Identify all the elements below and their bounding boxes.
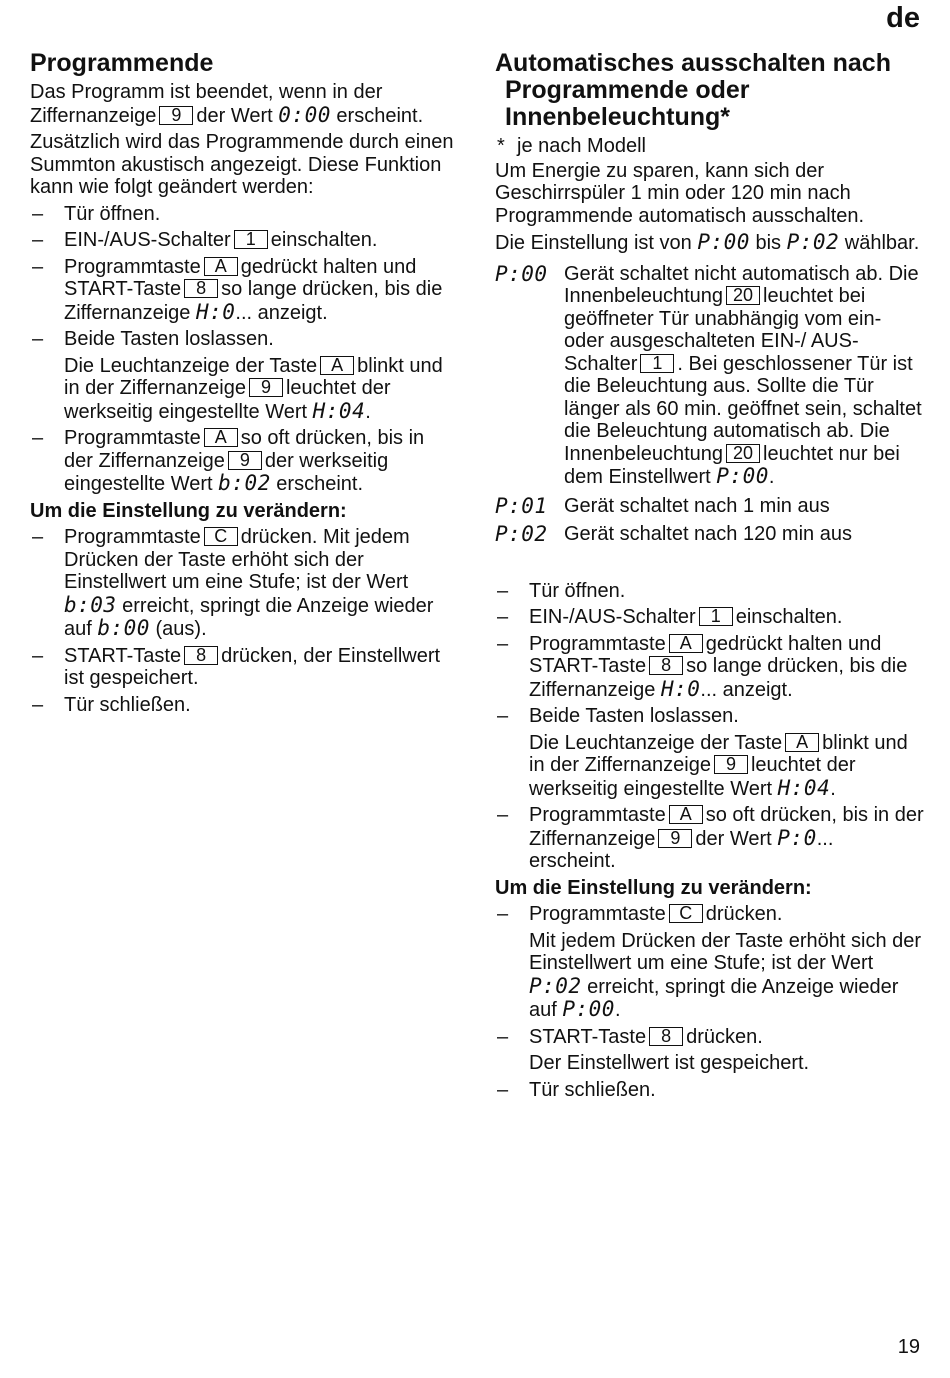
- display-value: P:02: [786, 230, 840, 254]
- list-item: – Beide Tasten loslassen. Die Leuchtanzeige der Taste A blinkt und in der Ziffernanzeige 9 leuchtet der werkseitig eingestellte Wert H:04.: [32, 328, 443, 423]
- key-label: 1: [699, 607, 733, 626]
- key-label: 9: [658, 829, 692, 848]
- key-label: C: [669, 904, 703, 923]
- key-label: 20: [726, 286, 760, 305]
- display-value: H:04: [777, 775, 831, 800]
- list-item: – Tür öffnen.: [32, 202, 161, 225]
- key-label: 8: [649, 656, 683, 675]
- key-label: A: [669, 805, 703, 824]
- key-label: 9: [714, 755, 748, 774]
- option-code: P:01: [495, 493, 548, 518]
- step-list: [30, 203, 455, 496]
- option-list: [495, 263, 925, 546]
- paragraph: Das Programm ist beendet, wenn in der Ziffernanzeige 9 der Wert 0:00 erscheint.: [30, 81, 424, 127]
- option-code: P:00: [495, 261, 548, 286]
- display-value: P:0: [777, 825, 817, 850]
- option-item: P:02 Gerät schaltet nach 120 min aus: [495, 522, 852, 546]
- step-list: [495, 580, 925, 873]
- key-label: 8: [649, 1027, 683, 1046]
- change-list: [495, 903, 925, 1101]
- right-column: [495, 50, 925, 1105]
- list-item: – START-Taste 8 drücken. Der Einstellwert ist gespeichert.: [497, 1025, 810, 1074]
- list-item: – Programmtaste C drücken. Mit jedem Drücken der Taste erhöht sich der Einstellwert um eine Stufe; ist der Wert P:02 erreicht, springt die Anzeige wieder auf P:00.: [497, 903, 922, 1021]
- key-label: 8: [184, 646, 218, 665]
- paragraph: Die Einstellung ist von P:00 bis P:02 wählbar.: [495, 230, 920, 254]
- key-label: 20: [726, 444, 760, 463]
- display-value: P:00: [716, 464, 769, 488]
- subheading: Um die Einstellung zu verändern:: [495, 876, 812, 899]
- paragraph: Um Energie zu sparen, kann sich der Geschirrspüler 1 min oder 120 min nach Programmende automatisch ausschalten.: [495, 159, 865, 227]
- list-item: – EIN-/AUS-Schalter 1 einschalten.: [497, 606, 843, 628]
- list-item: – Programmtaste C drücken. Mit jedem Drücken der Taste erhöht sich der Einstellwert um eine Stufe; ist der Wert b:03 erreicht, springt die Anzeige wieder auf b:00 (aus).: [32, 526, 434, 640]
- display-value: P:00: [562, 997, 615, 1021]
- list-item: – EIN-/AUS-Schalter 1 einschalten.: [32, 229, 378, 251]
- section-heading-programmende: Programmende: [30, 49, 214, 77]
- footnote: * je nach Modell: [497, 135, 646, 157]
- language-tag: de: [886, 2, 920, 34]
- display-value: b:03: [64, 592, 117, 617]
- change-list: [30, 526, 455, 716]
- display-value: H:0: [195, 299, 236, 324]
- key-label: A: [204, 257, 238, 276]
- option-item: P:01 Gerät schaltet nach 1 min aus: [495, 493, 830, 518]
- option-item: P:00 Gerät schaltet nicht automatisch ab. Die Innenbeleuchtung 20 leuchtet bei geöffneter Tür unabhängig vom ein- oder ausgeschalteten EIN-/ AUS-Schalter 1 . Bei geschlossener Tür ist die Beleuchtung aus. Sollte die Tür länger als 60 min. geöffnet sein, schaltet die Beleuchtung automatisch ab. Die Innenbeleuchtung 20 leuchtet nur bei dem Einstellwert P:00.: [495, 261, 922, 488]
- display-value: b:00: [97, 616, 150, 640]
- key-label: 9: [228, 451, 262, 470]
- option-code: P:02: [495, 522, 548, 546]
- list-item: – Programmtaste A gedrückt halten und START-Taste 8 so lange drücken, bis die Ziffernanzeige H:0... anzeigt.: [32, 255, 443, 324]
- key-label: 9: [249, 378, 283, 397]
- key-label: 1: [640, 354, 674, 373]
- list-item: – START-Taste 8 drücken, der Einstellwert ist gespeichert.: [32, 644, 441, 689]
- display-value: H:04: [312, 398, 366, 423]
- list-item: – Programmtaste A so oft drücken, bis in der Ziffernanzeige 9 der werkseitig eingestellte Wert b:02 erscheint.: [32, 427, 425, 495]
- list-item: – Tür schließen.: [32, 693, 191, 716]
- display-value: P:02: [529, 973, 582, 998]
- key-label: A: [669, 634, 703, 653]
- key-label: A: [785, 733, 819, 752]
- paragraph: Zusätzlich wird das Programmende durch einen Summton akustisch angezeigt. Diese Funktion kann wie folgt geändert werden:: [30, 131, 454, 198]
- left-column: [30, 50, 455, 720]
- key-label: 8: [184, 279, 218, 298]
- list-item: – Beide Tasten loslassen. Die Leuchtanzeige der Taste A blinkt und in der Ziffernanzeige 9 leuchtet der werkseitig eingestellte Wert H:04.: [497, 705, 908, 800]
- key-label: C: [204, 527, 238, 546]
- list-item: – Programmtaste A so oft drücken, bis in der Ziffernanzeige 9 der Wert P:0... erscheint.: [497, 804, 924, 872]
- key-label: 1: [234, 230, 268, 249]
- section-heading-auto-off: Automatisches ausschalten nach Programmende oder Innenbeleuchtung*: [495, 49, 891, 131]
- key-label: 9: [159, 106, 193, 125]
- list-item: – Tür schließen.: [497, 1078, 656, 1101]
- display-value: b:02: [218, 471, 271, 495]
- subheading: Um die Einstellung zu verändern:: [30, 499, 347, 522]
- key-label: A: [204, 428, 238, 447]
- display-value: P:00: [697, 230, 750, 254]
- display-value: H:0: [660, 676, 701, 701]
- key-label: A: [320, 356, 354, 375]
- list-item: – Tür öffnen.: [497, 579, 626, 602]
- page-number: 19: [897, 1336, 920, 1358]
- display-value: 0:00: [278, 102, 331, 127]
- list-item: – Programmtaste A gedrückt halten und START-Taste 8 so lange drücken, bis die Ziffernanzeige H:0... anzeigt.: [497, 632, 908, 701]
